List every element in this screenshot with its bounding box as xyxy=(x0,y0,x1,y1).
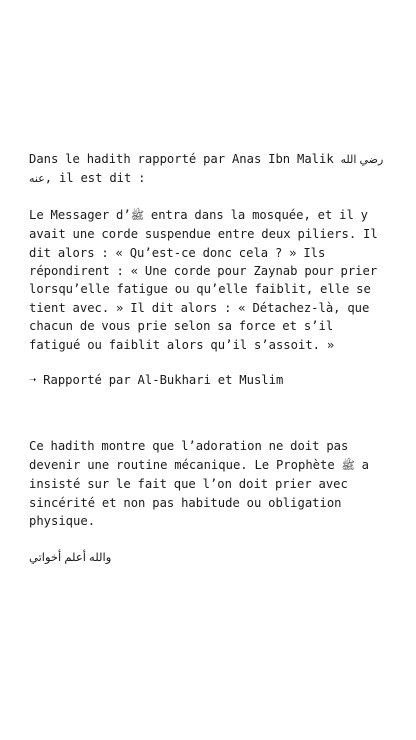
commentary-text-rest: a insisté sur le fait que l’on doit prier avec sincérité et non pas habitude ou obligation physique. xyxy=(29,457,369,529)
intro-paragraph xyxy=(29,150,391,189)
story-text xyxy=(29,150,391,566)
intro-text: Dans le hadith rapporté par Anas Ibn Malik xyxy=(29,152,341,166)
narration-text-start: Le Messager d’ xyxy=(29,207,131,222)
closing-arabic: والله أعلم أخواتي xyxy=(29,549,112,564)
commentary-paragraph xyxy=(29,437,391,530)
source-line: ➝ Rapporté par Al-Bukhari et Muslim xyxy=(29,373,284,388)
salutation-glyph: ﷺ xyxy=(130,208,145,222)
salutation-glyph-2: ﷺ xyxy=(341,458,355,472)
narration-text-rest: entra dans la mosquée, et il y avait une corde suspendue entre deux piliers. Il dit alors : « Qu’est-ce donc cela ? » Ils répondirent : « Une corde pour Zaynab pour prier lorsqu’elle fatigue ou qu’elle faiblit, elle se tient avec. » Il dit alors : « Détachez-là, que chacun de vous prie selon sa force et s’il fatigué ou faiblit alors qu’il s’assoit. » xyxy=(29,207,378,352)
honorific-arabic: رضي الله عنه xyxy=(29,153,384,186)
commentary-text-start: Ce hadith montre que l’adoration ne doit pas devenir une routine mécanique. Le Prophète xyxy=(29,439,349,472)
hadith-narration xyxy=(29,206,391,354)
intro-text-end: , il est dit : xyxy=(44,171,146,186)
